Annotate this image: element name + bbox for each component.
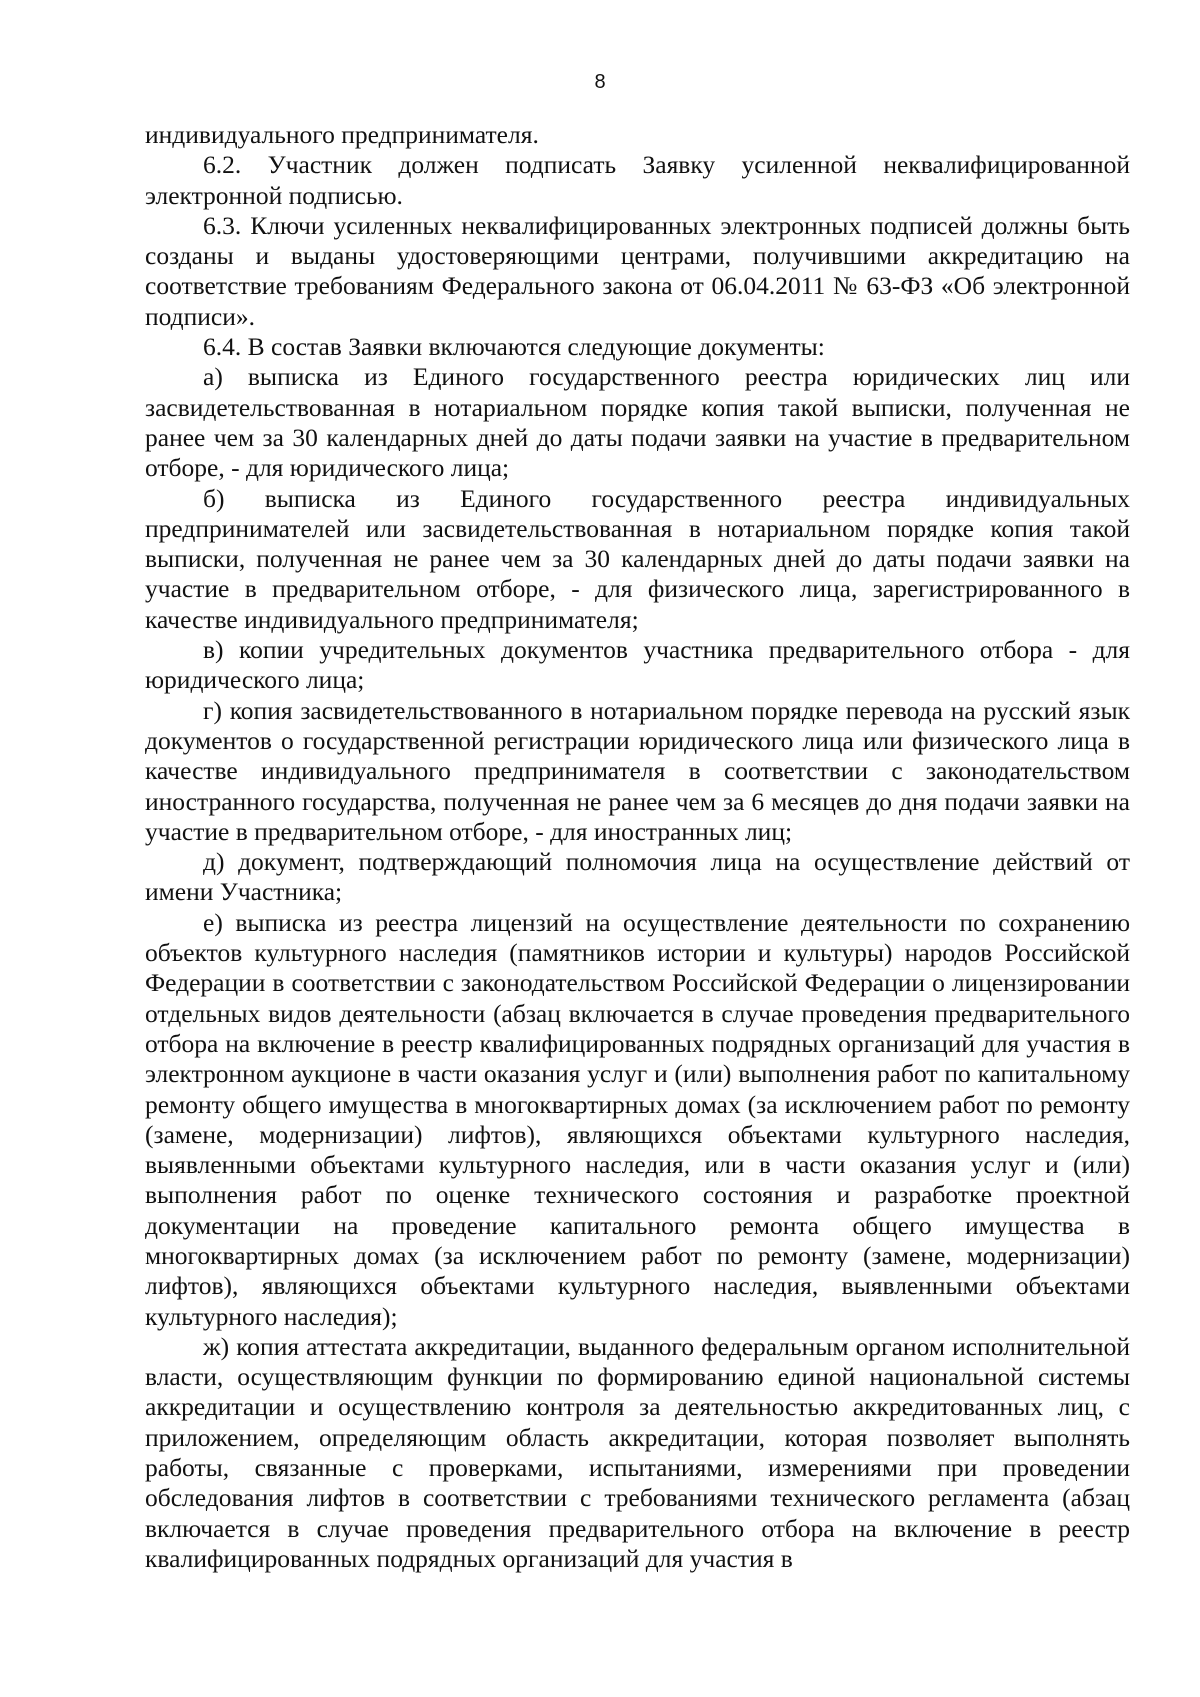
paragraph-6-2: 6.2. Участник должен подписать Заявку усиленной неквалифицированной электронной подписью. [145, 150, 1130, 210]
list-item-v: в) копии учредительных документов участника предварительного отбора - для юридического лица; [145, 635, 1130, 695]
list-item-e: е) выписка из реестра лицензий на осуществление деятельности по сохранению объектов культурного наследия (памятников истории и культуры) народов Российской Федерации в соответствии с законодательством Российской Федерации о лицензировании отдельных видов деятельности (абзац включается в случае проведения предварительного отбора на включение в реестр квалифицированных подрядных организаций для участия в электронном аукционе в части оказания услуг и (или) выполнения работ по капитальному ремонту общего имущества в многоквартирных домах (за исключением работ по ремонту (замене, модернизации) лифтов), являющихся объектами культурного наследия, выявленными объектами культурного наследия, или в части оказания услуг и (или) выполнения работ по оценке технического состояния и разработке проектной документации на проведение капитального ремонта общего имущества в многоквартирных домах (за исключением работ по ремонту (замене, модернизации) лифтов), являющихся объектами культурного наследия, выявленными объектами культурного наследия); [145, 907, 1130, 1331]
list-item-g: г) копия засвидетельствованного в нотариальном порядке перевода на русский язык документов о государственной регистрации юридического лица или физического лица в качестве индивидуального предпринимателя в соответствии с законодательством иностранного государства, полученная не ранее чем за 6 месяцев до дня подачи заявки на участие в предварительном отборе, - для иностранных лиц; [145, 695, 1130, 846]
document-body [145, 120, 1130, 1574]
list-item-b: б) выписка из Единого государственного реестра индивидуальных предпринимателей или засвидетельствованная в нотариальном порядке копия такой выписки, полученная не ранее чем за 30 календарных дней до даты подачи заявки на участие в предварительном отборе, - для физического лица, зарегистрированного в качестве индивидуального предпринимателя; [145, 483, 1130, 634]
list-item-d: д) документ, подтверждающий полномочия лица на осуществление действий от имени Участника; [145, 847, 1130, 907]
paragraph-6-4: 6.4. В состав Заявки включаются следующие документы: [203, 332, 825, 362]
list-item-a: а) выписка из Единого государственного реестра юридических лиц или засвидетельствованная в нотариальном порядке копия такой выписки, полученная не ранее чем за 30 календарных дней до даты подачи заявки на участие в предварительном отборе, - для юридического лица; [145, 362, 1130, 483]
paragraph-continuation: индивидуального предпринимателя. [145, 120, 539, 149]
paragraph-6-3: 6.3. Ключи усиленных неквалифицированных электронных подписей должны быть созданы и выданы удостоверяющими центрами, получившими аккредитацию на соответствие требованиям Федерального закона от 06.04.2011 № 63-ФЗ «Об электронной подписи». [145, 210, 1130, 331]
page-number: 8 [594, 71, 606, 93]
list-item-zh: ж) копия аттестата аккредитации, выданного федеральным органом исполнительной власти, осуществляющим функции по формированию единой национальной системы аккредитации и осуществлению контроля за деятельностью аккредитованных лиц, с приложением, определяющим область аккредитации, которая позволяет выполнять работы, связанные с проверками, испытаниями, измерениями при проведении обследования лифтов в соответствии с требованиями технического регламента (абзац включается в случае проведения предварительного отбора на включение в реестр квалифицированных подрядных организаций для участия в [145, 1331, 1130, 1573]
